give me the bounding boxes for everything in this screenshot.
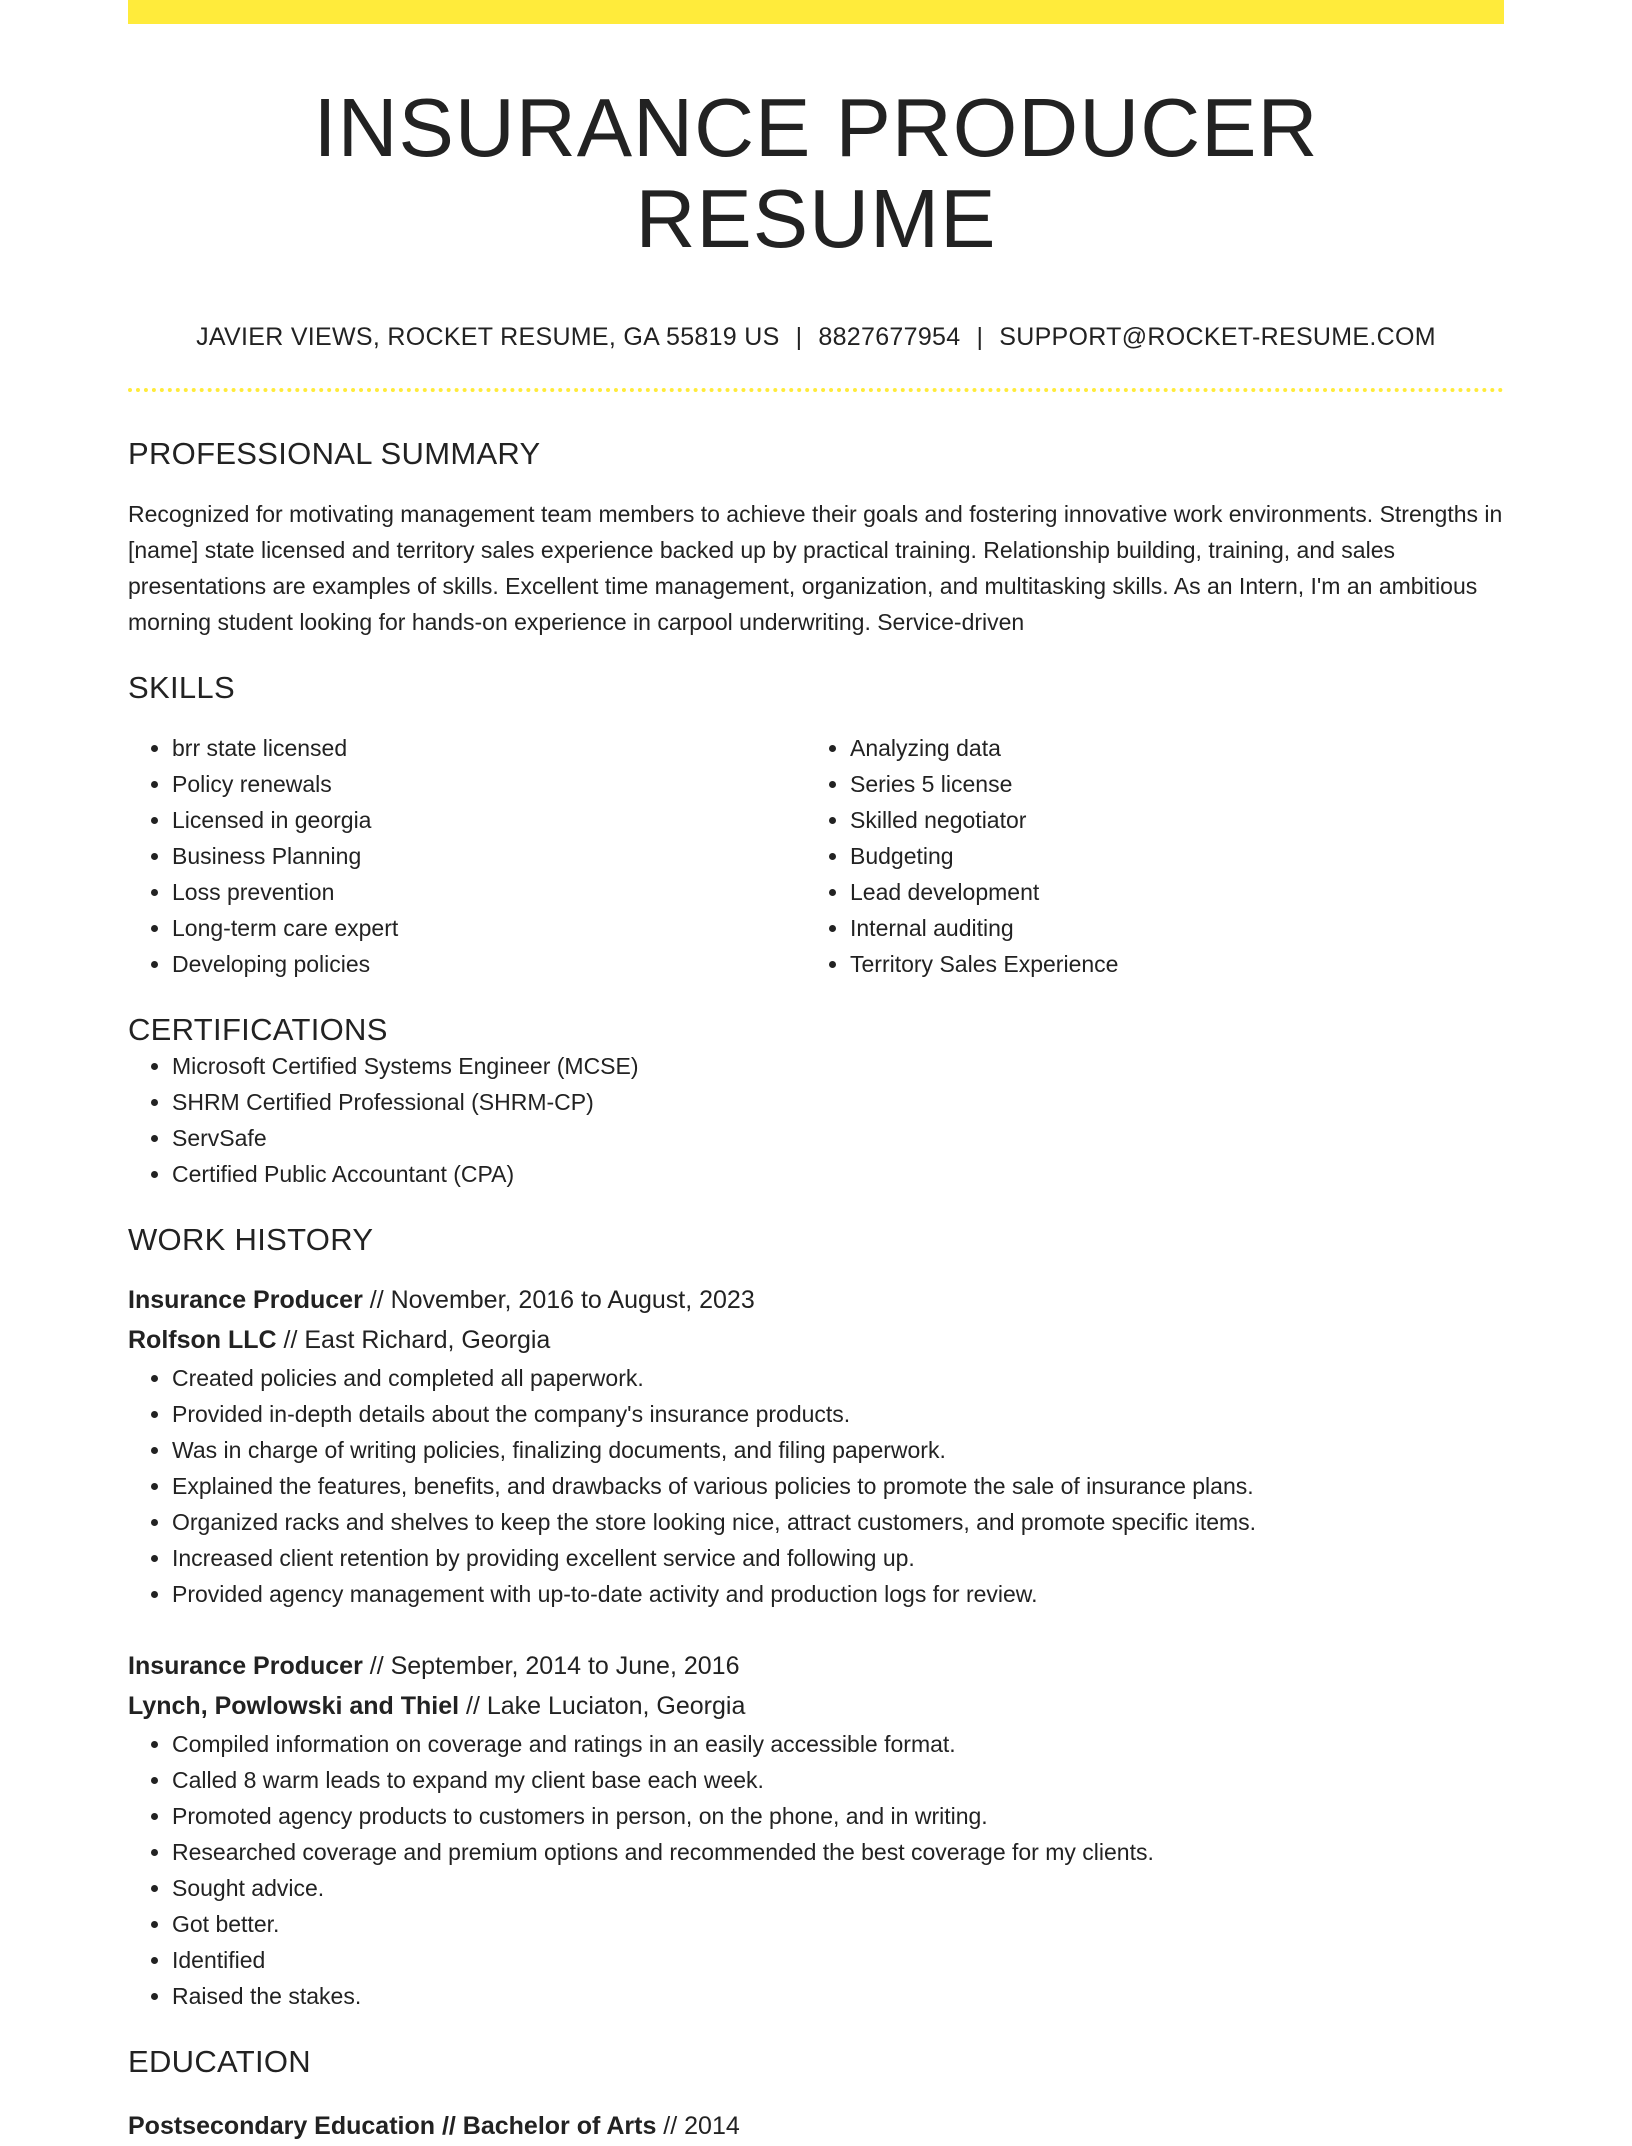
job-bullet: • Promoted agency products to customers in person, on the phone, and in writing.	[172, 1798, 1504, 1834]
education-school: Postsecondary Education // Bachelor of Arts	[128, 2111, 657, 2140]
resume-title: INSURANCE PRODUCER RESUME	[313, 81, 1319, 266]
skill-item: • Territory Sales Experience	[850, 946, 1484, 982]
summary-heading: PROFESSIONAL SUMMARY	[128, 435, 541, 471]
job-bullet: • Organized racks and shelves to keep the store looking nice, attract customers, and promote specific items.	[172, 1504, 1504, 1540]
job-location: // Lake Luciaton, Georgia	[459, 1691, 746, 1720]
skills-heading: SKILLS	[128, 669, 235, 705]
job-bullet: • Got better.	[172, 1906, 1504, 1942]
job-bullet: • Provided in-depth details about the company's insurance products.	[172, 1396, 1504, 1432]
job-title: Insurance Producer	[128, 1285, 363, 1314]
summary-text: Recognized for motivating management team members to achieve their goals and fostering innovative work environments. Strengths in [name] state licensed and territory sales experience backed up by practical training. Relationship building, training, and sales presentations are examples of skills. Excellent time management, organization, and multitasking skills. As an Intern, I'm an ambitious morning student looking for hands-on experience in carpool underwriting. Service-driven	[128, 500, 1503, 635]
job-bullet: • Identified	[172, 1942, 1504, 1978]
skill-item: • Internal auditing	[850, 910, 1484, 946]
certification-item: • SHRM Certified Professional (SHRM-CP)	[172, 1084, 1504, 1120]
job-bullet: • Explained the features, benefits, and drawbacks of various policies to promote the sale of insurance plans.	[172, 1468, 1504, 1504]
work-history-heading: WORK HISTORY	[128, 1221, 374, 1257]
skill-item: • brr state licensed	[172, 730, 806, 766]
job-bullet: • Was in charge of writing policies, finalizing documents, and filing paperwork.	[172, 1432, 1504, 1468]
job-company-line	[128, 1320, 1504, 1360]
skill-item: • Loss prevention	[172, 874, 806, 910]
certification-item: • Microsoft Certified Systems Engineer (MCSE)	[172, 1048, 1504, 1084]
job-title: Insurance Producer	[128, 1651, 363, 1680]
skills-columns	[128, 730, 1504, 982]
skill-item: • Budgeting	[850, 838, 1484, 874]
job-dates: // September, 2014 to June, 2016	[362, 1651, 740, 1680]
job-bullet: • Increased client retention by providing excellent service and following up.	[172, 1540, 1504, 1576]
contact-line	[128, 323, 1504, 352]
contact-address: JAVIER VIEWS, ROCKET RESUME, GA 55819 US	[196, 322, 780, 351]
certifications-heading: CERTIFICATIONS	[128, 1011, 388, 1047]
contact-separator: |	[976, 322, 984, 351]
job-bullets	[128, 1360, 1504, 1612]
job-location: // East Richard, Georgia	[276, 1325, 551, 1354]
skills-left-list	[128, 730, 806, 982]
resume-page	[128, 0, 1504, 2146]
contact-email: SUPPORT@ROCKET-RESUME.COM	[999, 322, 1436, 351]
top-accent-bar	[128, 0, 1504, 24]
dotted-divider	[128, 388, 1504, 392]
job-entry	[128, 1646, 1504, 2014]
job-bullet: • Provided agency management with up-to-date activity and production logs for review.	[172, 1576, 1504, 1612]
job-entry	[128, 1280, 1504, 1612]
skill-item: • Licensed in georgia	[172, 802, 806, 838]
job-bullet: • Called 8 warm leads to expand my client base each week.	[172, 1762, 1504, 1798]
skills-right-list	[806, 730, 1484, 982]
job-title-line	[128, 1280, 1504, 1320]
education-year: // 2014	[656, 2111, 740, 2140]
job-bullet: • Compiled information on coverage and ratings in an easily accessible format.	[172, 1726, 1504, 1762]
contact-phone: 8827677954	[818, 322, 961, 351]
skill-item: • Analyzing data	[850, 730, 1484, 766]
skill-item: • Skilled negotiator	[850, 802, 1484, 838]
job-company: Rolfson LLC	[128, 1325, 277, 1354]
job-dates: // November, 2016 to August, 2023	[362, 1285, 755, 1314]
job-bullet: • Created policies and completed all paperwork.	[172, 1360, 1504, 1396]
skill-item: • Developing policies	[172, 946, 806, 982]
job-bullet: • Sought advice.	[172, 1870, 1504, 1906]
skill-item: • Long-term care expert	[172, 910, 806, 946]
education-heading: EDUCATION	[128, 2043, 311, 2079]
job-company-line	[128, 1686, 1504, 1726]
skill-item: • Series 5 license	[850, 766, 1484, 802]
certification-item: • Certified Public Accountant (CPA)	[172, 1156, 1504, 1192]
job-bullets	[128, 1726, 1504, 2014]
certifications-list	[128, 1048, 1504, 1192]
contact-separator: |	[795, 322, 803, 351]
job-title-line	[128, 1646, 1504, 1686]
job-company: Lynch, Powlowski and Thiel	[128, 1691, 460, 1720]
job-bullet: • Researched coverage and premium options and recommended the best coverage for my clients.	[172, 1834, 1504, 1870]
skill-item: • Business Planning	[172, 838, 806, 874]
job-bullet: • Raised the stakes.	[172, 1978, 1504, 2014]
skill-item: • Lead development	[850, 874, 1484, 910]
certification-item: • ServSafe	[172, 1120, 1504, 1156]
skill-item: • Policy renewals	[172, 766, 806, 802]
